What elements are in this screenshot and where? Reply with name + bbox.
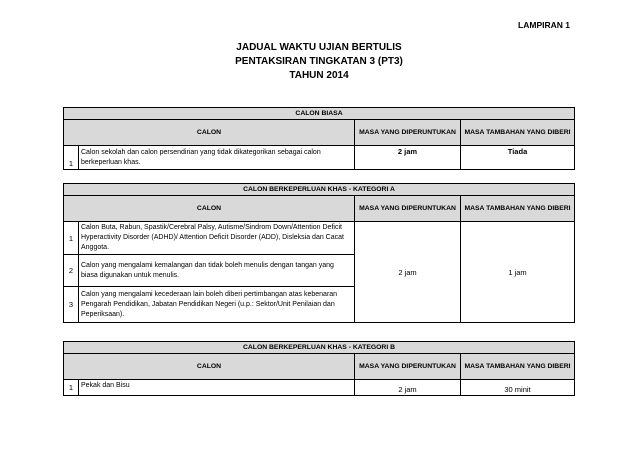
table-kategori-a (63, 183, 575, 323)
header-calon: CALON (64, 354, 355, 380)
header-tambahan: MASA TAMBAHAN YANG DIBERI (461, 354, 575, 380)
title-line-1: JADUAL WAKTU UJIAN BERTULIS (236, 42, 402, 53)
section-title: CALON BIASA (64, 108, 575, 120)
table-row (64, 380, 575, 396)
row-description: Calon yang mengalami kemalangan dan tidak boleh menulis dengan tangan yang biasa digunakan untuk menulis. (79, 255, 355, 287)
header-calon: CALON (64, 196, 355, 222)
tambahan-value: 1 jam (461, 222, 575, 323)
title-line-2: PENTAKSIRAN TINGKATAN 3 (PT3) (235, 56, 403, 67)
table-kategori-b (63, 341, 575, 396)
header-masa: MASA YANG DIPERUNTUKAN (355, 120, 461, 146)
section-title: CALON BERKEPERLUAN KHAS - KATEGORI B (64, 342, 575, 354)
row-number: 1 (64, 146, 79, 170)
section-title: CALON BERKEPERLUAN KHAS - KATEGORI A (64, 184, 575, 196)
title-line-3: TAHUN 2014 (289, 70, 349, 81)
row-description: Calon Buta, Rabun, Spastik/Cerebral Palsy, Autisme/Sindrom Down/Attention Deficit Hyperactivity Disorder (ADHD)/ Attention Deficit Disorder (ADD), Disleksia dan Cacat Anggota. (79, 222, 355, 255)
header-tambahan: MASA TAMBAHAN YANG DIBERI (461, 120, 575, 146)
header-masa: MASA YANG DIPERUNTUKAN (355, 354, 461, 380)
document-title (0, 41, 638, 83)
masa-value: 2 jam (355, 222, 461, 323)
header-tambahan: MASA TAMBAHAN YANG DIBERI (461, 196, 575, 222)
header-calon: CALON (64, 120, 355, 146)
row-description: Calon yang mengalami kecederaan lain boleh diberi pertimbangan atas kebenaran Pengarah Pendidikan, Jabatan Pendidikan Negeri (u.p.: Sektor/Unit Penilaian dan Peperiksaan). (79, 287, 355, 323)
masa-value: 2 jam (355, 380, 461, 396)
row-description: Calon sekolah dan calon persendirian yang tidak dikategorikan sebagai calon berkeperluan khas. (79, 146, 355, 170)
tambahan-value: Tiada (461, 146, 575, 170)
row-description: Pekak dan Bisu (79, 380, 355, 396)
header-masa: MASA YANG DIPERUNTUKAN (355, 196, 461, 222)
row-number: 3 (64, 287, 79, 323)
row-number: 1 (64, 222, 79, 255)
table-row (64, 222, 575, 255)
row-number: 2 (64, 255, 79, 287)
table-calon-biasa (63, 107, 575, 170)
masa-value: 2 jam (355, 146, 461, 170)
lampiran-label: LAMPIRAN 1 (518, 20, 570, 30)
tambahan-value: 30 minit (461, 380, 575, 396)
table-row (64, 146, 575, 170)
row-number: 1 (64, 380, 79, 396)
